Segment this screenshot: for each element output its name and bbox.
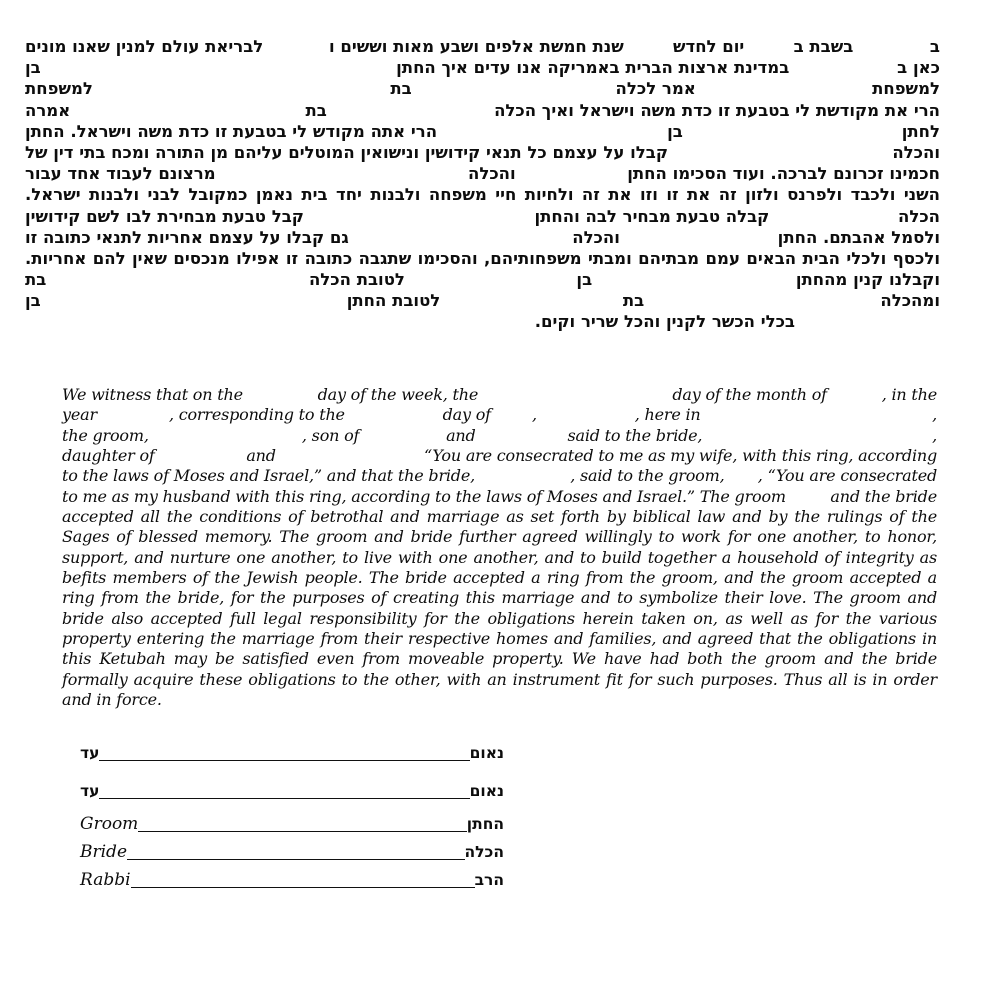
text-segment: בן	[25, 58, 41, 78]
text-segment: , corresponding to the	[168, 405, 345, 425]
text-segment: ring from the bride, for the purposes of creating this marriage and to symbolize their love. The groom and	[62, 588, 937, 608]
text-segment: והכלה	[468, 164, 516, 184]
hebrew-text-section	[25, 36, 940, 333]
fill-in-blank[interactable]	[93, 93, 390, 94]
text-segment: We witness that on the	[62, 385, 243, 404]
signature-line-bride[interactable]	[127, 858, 465, 860]
text-segment: ,	[932, 405, 937, 425]
text-segment: יום לחדש	[673, 37, 745, 56]
fill-in-blank[interactable]	[327, 115, 494, 116]
signature-row-groom	[80, 815, 504, 834]
fill-in-blank[interactable]	[624, 51, 673, 52]
fill-in-blank[interactable]	[476, 440, 568, 441]
fill-in-blank[interactable]	[827, 399, 882, 400]
fill-in-blank[interactable]	[304, 221, 535, 222]
text-segment: בן	[667, 121, 683, 141]
signature-label-right-groom: החתן	[466, 815, 504, 833]
text-segment: אמרה	[25, 100, 71, 120]
text-segment: ,	[532, 405, 537, 425]
text-segment: daughter of	[62, 446, 155, 466]
fill-in-blank[interactable]	[359, 440, 446, 441]
text-segment: בת	[24, 270, 47, 290]
signature-row-bride	[80, 843, 504, 862]
signature-label-left-witness-2: עד	[80, 782, 100, 800]
signature-section	[80, 744, 504, 890]
fill-in-blank[interactable]	[46, 284, 309, 285]
signature-label-left-witness-1: עד	[80, 744, 100, 762]
english-line	[62, 629, 937, 649]
hebrew-line	[25, 227, 940, 248]
fill-in-blank[interactable]	[683, 136, 902, 137]
fill-in-blank[interactable]	[349, 242, 573, 243]
english-text-section	[62, 385, 937, 711]
text-segment: accepted all the conditions of betrothal and marriage as set forth by biblical law and by the rulings of the	[62, 507, 937, 527]
fill-in-blank[interactable]	[853, 51, 930, 52]
signature-row-rabbi	[80, 871, 504, 890]
hebrew-line	[25, 248, 940, 269]
text-segment: בת	[622, 291, 645, 311]
signature-label-left-groom: Groom	[80, 814, 139, 834]
fill-in-blank[interactable]	[149, 440, 302, 441]
text-segment: day of	[442, 405, 491, 425]
fill-in-blank[interactable]	[592, 284, 796, 285]
fill-in-blank[interactable]	[155, 460, 247, 461]
text-segment: בן	[25, 291, 41, 311]
text-segment: ולכסף ולכלי הבית הבאים עמם מבתיהם ומבתי משפחותיהם, והסכימו שתגבה כתובה זו אפילו מנכסים שאין להם אחריות.	[25, 248, 940, 268]
text-segment: year	[62, 405, 97, 425]
hebrew-line	[25, 36, 940, 57]
english-line	[62, 670, 937, 690]
text-segment: to the laws of Moses and Israel,” and that the bride,	[62, 466, 476, 486]
hebrew-line	[25, 121, 940, 142]
fill-in-blank[interactable]	[696, 93, 872, 94]
fill-in-blank[interactable]	[437, 136, 667, 137]
fill-in-blank[interactable]	[70, 115, 305, 116]
text-segment: day of the week, the	[317, 385, 479, 404]
english-line	[62, 466, 937, 486]
text-segment: קבל טבעת מבחירת לבו לשם קידושין	[25, 206, 304, 226]
text-segment: אמר לכלה	[615, 79, 696, 99]
signature-line-groom[interactable]	[138, 830, 466, 832]
text-segment: ומהכלה	[880, 291, 940, 311]
text-segment: והכלה	[892, 142, 940, 162]
hebrew-line	[25, 142, 940, 163]
fill-in-blank[interactable]	[440, 305, 623, 306]
fill-in-blank[interactable]	[263, 51, 329, 52]
fill-in-blank[interactable]	[701, 419, 933, 420]
text-segment: , in the	[881, 385, 937, 404]
signature-label-right-bride: הכלה	[464, 843, 504, 861]
text-segment: and the bride	[830, 486, 937, 506]
text-segment: Sages of blessed memory. The groom and bride further agreed willingly to work for one another, to honor,	[62, 527, 937, 547]
text-segment: , “You are consecrated	[757, 466, 937, 486]
english-line	[62, 588, 937, 608]
fill-in-blank[interactable]	[620, 242, 778, 243]
fill-in-blank[interactable]	[475, 480, 570, 481]
english-line	[62, 690, 937, 710]
text-segment: שנת חמשת אלפים ושבע מאות וששים ו	[328, 37, 624, 56]
text-segment: and	[446, 425, 476, 445]
fill-in-blank[interactable]	[516, 178, 628, 179]
signature-label-left-bride: Bride	[80, 842, 127, 862]
fill-in-blank[interactable]	[478, 399, 672, 400]
english-line	[62, 527, 937, 547]
english-line	[62, 507, 937, 527]
text-segment: ולסמל אהבתם. החתן	[777, 227, 940, 247]
text-segment: הכלה	[898, 206, 940, 226]
fill-in-blank[interactable]	[644, 305, 880, 306]
signature-label-right-witness-1: נאום	[469, 744, 504, 762]
text-segment: לטובת החתן	[346, 291, 441, 311]
text-segment: בכלי הכשר לקנין והכל שריר וקים.	[534, 312, 795, 332]
text-segment: בן	[576, 270, 593, 290]
text-segment: support, and nurture one another, to live with one another, and to build together a household of integrity as	[62, 547, 937, 567]
hebrew-line	[25, 78, 940, 99]
signature-row-witness-1	[80, 744, 504, 763]
hebrew-line	[25, 57, 940, 78]
text-segment: לטובת הכלה	[308, 270, 405, 290]
fill-in-blank[interactable]	[412, 93, 616, 94]
hebrew-line	[25, 100, 940, 121]
text-segment: , here in	[634, 405, 701, 425]
fill-in-blank[interactable]	[243, 399, 318, 400]
text-segment: and	[246, 446, 276, 466]
text-segment: day of the month of	[672, 385, 827, 404]
fill-in-blank[interactable]	[276, 460, 424, 461]
fill-in-blank[interactable]	[702, 440, 932, 441]
signature-line-rabbi[interactable]	[131, 886, 475, 888]
fill-in-blank[interactable]	[491, 419, 532, 420]
text-segment: said to the bride,	[567, 425, 703, 445]
fill-in-blank[interactable]	[769, 221, 898, 222]
english-line	[62, 649, 937, 669]
text-segment: כאן ב	[897, 58, 940, 78]
fill-in-blank[interactable]	[789, 72, 897, 73]
fill-in-blank[interactable]	[216, 178, 468, 179]
text-segment: בת	[390, 79, 412, 99]
signature-line-witness-2[interactable]	[99, 797, 469, 799]
text-segment: למשפחת	[25, 79, 93, 99]
text-segment: במדינת ארצות הברית באמריקה אנו עדים איך החתן	[396, 58, 790, 78]
text-segment: and in force.	[62, 690, 162, 710]
text-segment: to me as my husband with this ring, according to the laws of Moses and Israel.” The groom	[62, 486, 786, 506]
signature-line-witness-1[interactable]	[99, 759, 469, 761]
text-segment: מרצונם לעבוד אחד עבור	[25, 164, 216, 184]
text-segment: this Ketubah may be satisfied even from moveable property. We have had both the groom and the bride	[62, 649, 937, 669]
text-segment: formally acquire these obligations to the other, with an instrument fit for such purposes. Thus all is in order	[62, 669, 937, 689]
text-segment: בשבת ב	[793, 37, 854, 56]
text-segment: property entering the marriage from their respective homes and families, and agreed that the obligations in	[62, 629, 937, 649]
text-segment: והכלה	[572, 227, 620, 247]
text-segment: הרי אתה מקודש לי בטבעת זו כדת משה וישראל. החתן	[25, 121, 438, 141]
text-segment: השני ולכבד ולפרנס ולזון זה את זו וזו את זה ולחיות חיי משפחה ולבנות יחד בית נאמן כמקובל לבני ולבנות ישראל.	[25, 185, 940, 205]
text-segment: bride also accepted full legal responsibility for the obligations herein taken on, as well as for the various	[62, 608, 937, 628]
english-line	[62, 487, 937, 507]
fill-in-blank[interactable]	[668, 157, 892, 158]
text-segment: למשפחת	[872, 79, 940, 99]
signature-label-left-rabbi: Rabbi	[80, 870, 131, 890]
hebrew-line	[25, 184, 940, 205]
signature-row-witness-2	[80, 782, 504, 801]
fill-in-blank[interactable]	[786, 501, 831, 502]
fill-in-blank[interactable]	[41, 72, 396, 73]
english-line	[62, 405, 937, 425]
fill-in-blank[interactable]	[744, 51, 793, 52]
text-segment: , said to the groom,	[570, 466, 725, 486]
english-line	[62, 609, 937, 629]
english-line	[62, 385, 937, 405]
text-segment: , son of	[301, 425, 360, 445]
fill-in-blank[interactable]	[724, 480, 757, 481]
fill-in-blank[interactable]	[41, 305, 347, 306]
hebrew-line	[25, 311, 940, 332]
text-segment: ב	[929, 37, 940, 56]
english-line	[62, 568, 937, 588]
signature-label-right-witness-2: נאום	[469, 782, 504, 800]
fill-in-blank[interactable]	[405, 284, 577, 285]
text-segment: לחתן	[901, 121, 940, 141]
hebrew-line	[25, 206, 940, 227]
hebrew-line	[25, 269, 940, 290]
text-segment: befits members of the Jewish people. The bride accepted a ring from the groom, and the groom accepted a	[62, 568, 937, 588]
text-segment: קבלו על עצמם כל תנאי קידושין ונישואין המוטלים עליהם מן התורה ומכח בתי דין של	[25, 142, 668, 162]
text-segment: לבריאת עולם למנין שאנו מונים	[25, 37, 264, 56]
text-segment: ,	[932, 425, 937, 445]
text-segment: “You are consecrated to me as my wife, with this ring, according	[424, 446, 938, 466]
english-line	[62, 548, 937, 568]
text-segment: וקבלנו קנין מהחתן	[795, 270, 940, 290]
english-line	[62, 426, 937, 446]
fill-in-blank[interactable]	[97, 419, 169, 420]
text-segment: הרי את מקודשת לי בטבעת זו כדת משה וישראל ואיך הכלה	[494, 100, 940, 120]
hebrew-line	[25, 163, 940, 184]
fill-in-blank[interactable]	[345, 419, 443, 420]
text-segment: the groom,	[62, 425, 149, 445]
text-segment: בת	[305, 100, 327, 120]
text-segment: גם קבלו על עצמם אחריות לתנאי כתובה זו	[25, 227, 349, 247]
text-segment: חכמינו זכרונם לברכה. ועוד הסכימו החתן	[627, 164, 940, 184]
fill-in-blank[interactable]	[537, 419, 635, 420]
signature-label-right-rabbi: הרב	[474, 871, 504, 889]
text-segment: קבלה טבעת מבחיר לבה והחתן	[534, 206, 770, 226]
hebrew-line	[25, 290, 940, 311]
english-line	[62, 446, 937, 466]
